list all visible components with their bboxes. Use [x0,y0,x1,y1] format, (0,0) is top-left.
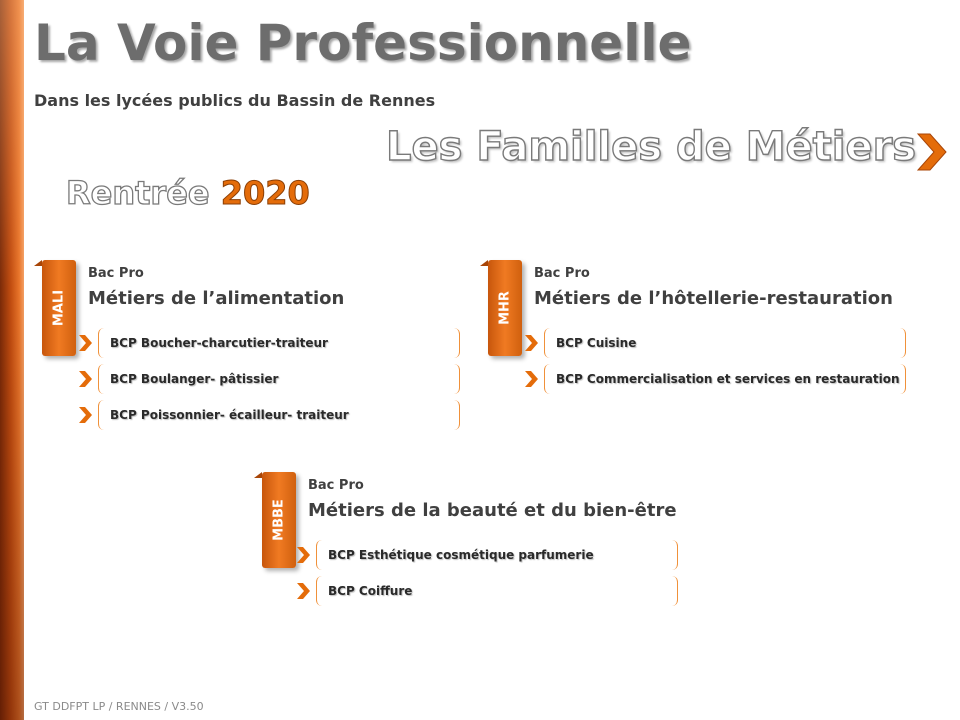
course-item[interactable] [78,364,460,394]
double-chevron-icon [296,546,312,564]
bac-pro-label: Bac Pro [88,266,144,281]
family-code-tag [42,260,76,356]
course-label: BCP Cuisine [556,336,637,350]
course-label: BCP Poissonnier- écailleur- traiteur [110,408,349,422]
course-label: BCP Boucher-charcutier-traiteur [110,336,328,350]
course-item[interactable] [78,400,460,430]
family-name: Métiers de l’alimentation [88,288,345,309]
side-accent-bar [0,0,24,720]
course-item[interactable] [78,328,460,358]
section-title: Les Familles de Métiers [386,124,917,170]
family-code: MHR [497,291,513,325]
double-chevron-icon [296,582,312,600]
course-item[interactable] [296,576,678,606]
rentree-word: Rentrée [66,174,210,212]
course-item[interactable] [524,328,906,358]
bac-pro-label: Bac Pro [308,478,364,493]
course-label: BCP Commercialisation et services en restauration [556,372,900,386]
family-name: Métiers de l’hôtellerie-restauration [534,288,893,309]
page-title: La Voie Professionnelle [34,14,692,72]
course-item[interactable] [524,364,906,394]
course-item[interactable] [296,540,678,570]
double-chevron-icon [78,370,94,388]
family-code: MALI [51,289,67,327]
rentree-heading [66,174,310,212]
footer-version: GT DDFPT LP / RENNES / V3.50 [34,700,204,713]
family-code: MBBE [271,499,287,541]
family-code-tag [262,472,296,568]
course-label: BCP Esthétique cosmétique parfumerie [328,548,594,562]
family-mhr [488,260,918,410]
double-chevron-icon [78,334,94,352]
family-code-tag [488,260,522,356]
course-label: BCP Coiffure [328,584,413,598]
family-mali [42,260,462,440]
double-chevron-icon [524,370,540,388]
family-name: Métiers de la beauté et du bien-être [308,500,677,521]
double-chevron-icon [78,406,94,424]
double-chevron-icon [524,334,540,352]
chevron-right-icon [914,132,948,172]
course-label: BCP Boulanger- pâtissier [110,372,279,386]
bac-pro-label: Bac Pro [534,266,590,281]
page-subtitle: Dans les lycées publics du Bassin de Rennes [34,91,436,110]
family-mbbe [262,472,692,622]
rentree-year: 2020 [220,174,310,212]
